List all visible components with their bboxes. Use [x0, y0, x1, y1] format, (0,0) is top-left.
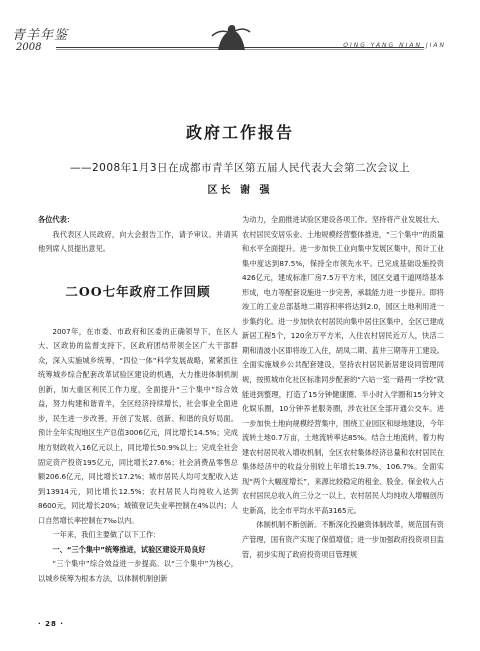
document-subtitle: ——2008年1月3日在成都市青羊区第五届人民代表大会第二次会议上 — [69, 162, 411, 174]
section-title: 二OO七年政府工作回顾 — [65, 283, 211, 299]
dancer-figure-icon — [210, 22, 252, 52]
left-column — [38, 213, 238, 586]
header-pinyin: QING YANG NIAN JIAN — [343, 42, 446, 49]
sub-heading: 一、“三个集中”统筹推进，试验区建设开局良好 — [52, 544, 206, 554]
paragraph: “三个集中”综合效益进一步提高。以“三个集中”为核心，以城乡统筹为根本方法，以体制机制创新 — [38, 559, 238, 583]
logo-title: 青羊年鉴 — [12, 28, 69, 43]
right-column — [242, 213, 444, 562]
paragraph: 为动力，全面推进试验区建设各项工作。坚持将产业发展壮大、农村居民安居乐业、土地规模经营整体推进，“三个集中”的质量和水平全面提升。进一步加快工业向集中发展区集中，预计工业集中度达到87.5%，保持全市领先水平。已完成基础设施投资426亿元，建成标准厂房7.5万平方米，园区交通干道网络基本形成，电力等配套设施进一步完善，承载能力进一步提升。即将竣工的工业总部基地二期容积率将达到2.0，园区土地利用进一步集约化。进一步加快农村居民向集中居住区集中，全区已建成新居工程5个，120余万平方米，入住农村居民近万人，快活二期和清波小区即将竣工入住，胡凤二期、蓝井三期等开工建设。全面实施城乡公共配套建设，坚持农村居民新居建设同管理同规，按照城市化社区标准同步配套的“六站一室一路两一学校”就能进到整理，打造了15分钟健康圈、半小时入学圈和15分钟文化娱乐圈，10分钟养老服务圈，涉农社区全部开通公交车。进一步加快土地向规模经营集中，围绕工业园区和绿地建设，今年流转土地0.7万亩，土地流转率达85%。结合土地流转，着力构建农村居民收入增收机制，全区农村集体经济总量和农村居民在集体经济中的收益分别较上年增长19.7%、106.7%。全面实现“两个大幅度增长”，来源比较稳定的租金、股金、保金收入占农村居民总收入的三分之一以上，农村居民人均纯收入增幅创历史新高，比全市平均水平高3165元。 — [242, 215, 444, 515]
document-title: 政府工作报告 — [185, 123, 294, 142]
logo-year: 2008 — [16, 42, 42, 53]
address-label: 各位代表： — [38, 215, 74, 224]
yearbook-logo — [12, 30, 68, 54]
speaker-line: 区长 谢 强 — [207, 185, 273, 196]
page-number: · 28 · — [38, 620, 64, 628]
address-text: 我代表区人民政府，向大会报告工作，请予审议。并请其他列席人员提出意见。 — [38, 229, 238, 254]
paragraph: 一年来，我们主要做了以下工作： — [52, 530, 161, 540]
paragraph: 体制机制不断创新。不断深化投融资体制改革，规范国有资产管理，国有资产实现了保值增值；进一步加强政府投资项目监管，初步实现了政府投资项目管理规 — [242, 520, 444, 559]
paragraph: 2007年，在市委、市政府和区委的正确领导下，在区人大、区政协的监督支持下，区政府团结带领全区广大干部群众，深入实施城乡统筹、“四位一体”科学发展战略，紧紧抓住统筹城乡综合配套改革试验区建设的机遇，大力推进体制机制创新，加大重区利民工作力度，全面提升“三个集中”综合效益，努力构建和谐青羊，全区经济持续增长，社会事业全面进步，民生进一步改善，开创了发展、创新、和谐的良好局面。预计全年实现地区生产总值3006亿元，同比增长14.5%；完成地方财政收入16亿元以上，同比增长50.9%以上；完成全社会固定资产投资195亿元，同比增长27.6%；社会消费品零售总额206.6亿元，同比增长17.2%；城市居民人均可支配收入达到13914元，同比增长12.5%；农村居民人均纯收入达到8600元，同比增长20%；城镇登记失业率控制在4%以内；人口自然增长率控制在7‰以内。 — [38, 326, 238, 525]
